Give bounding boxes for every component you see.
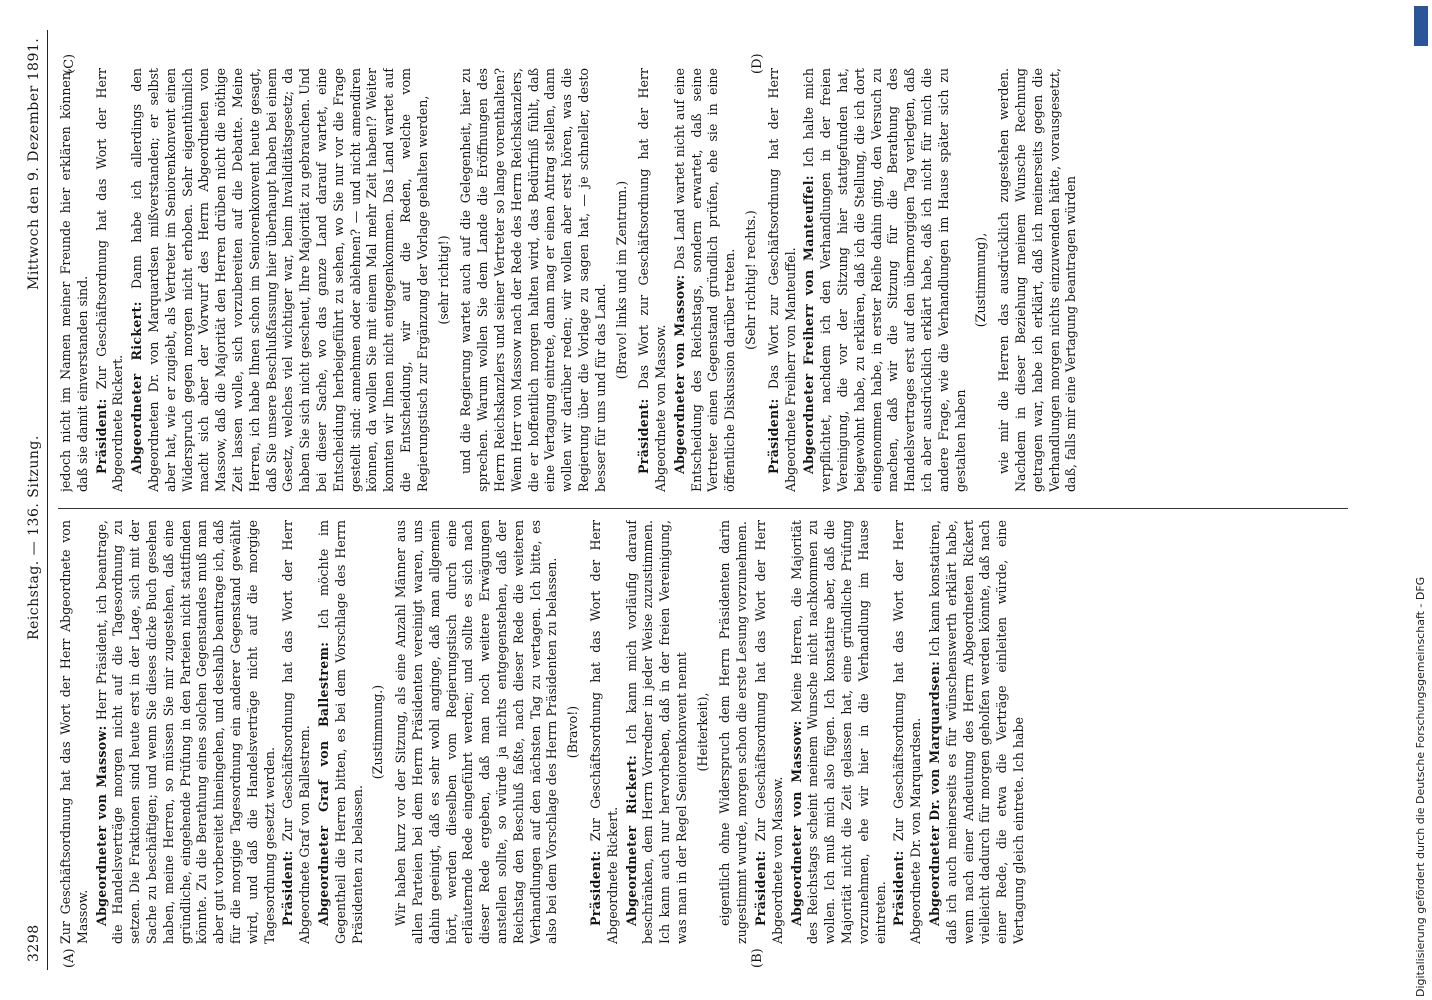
digitization-credit: Digitalisierung gefördert durch die Deutsche Forschungsgemeinschaft - DFG bbox=[1414, 576, 1427, 997]
speaker-name: Präsident: bbox=[587, 850, 603, 926]
page-header bbox=[22, 30, 48, 970]
speech-text: Herr Präsident, ich beantrage, die Handelsverträge morgen nicht auf die Tagesordnung zu setzen. Die Fraktionen sind heute erst in der Lage, sich mit der Sache zu beschäftigen; und wenn Sie dieses dicke Buch gesehen haben, meine Herren, so müssen Sie mir zugestehen, daß eine gründliche, eingehende Prüfung in den Parteien nicht stattfinden könnte. Zu die Berathung eines solchen Gegenstandes muß man aber gut vorbereitet hineingehen, und deshalb beantrage ich, daß für die morgige Tagesordnung ein anderer Gegenstand gewählt wird, und daß die Handelsverträge nicht auf die morgige Tagesordnung gesetzt werden. bbox=[93, 520, 277, 944]
speech-text: Wir haben kurz vor der Sitzung, als eine Anzahl Männer aus allen Parteien bei dem Herrn Präsidenten vereinigt waren, uns dahin geeinigt, daß es sehr wohl anginge, daß man allgemein hört, werden dieselben vom Regierungstisch durch eine erläuternde Rede eingeführt werden; und sollte es sich nach dieser Rede ergeben, daß man noch weitere Erwägungen anstellen sollte, so würde ja nichts entgegenstehen, daß der Reichstag den Beschluß faßte, nach dieser Rede die weiteren Verhandlungen auf den nächsten Tag zu vertagen. Ich bitte, es also bei dem Vorschlage des Herrn Präsidenten zu belassen. bbox=[393, 520, 560, 944]
speaker-name: Abgeordneter Graf von Ballestrem: bbox=[315, 641, 331, 926]
right-column bbox=[58, 68, 1378, 492]
margin-marker-d: (D) bbox=[750, 53, 765, 74]
speech-text: Das Land wartet nicht auf eine Entscheidung des Reichstags, sondern erwartet, daß seine Vertreter einen Gegenstand gründlich prüfen, ehe sie in eine öffentliche Diskussion darüber treten. bbox=[671, 68, 738, 492]
speech-paragraph bbox=[717, 520, 751, 944]
speech-paragraph bbox=[636, 68, 670, 492]
speech-paragraph bbox=[280, 520, 314, 944]
speech-paragraph bbox=[129, 68, 431, 492]
speaker-name: Präsident: bbox=[280, 850, 296, 926]
speaker-name: Abgeordneter von Massow: bbox=[93, 725, 109, 926]
interjection: (Heiterkeit), bbox=[694, 692, 710, 772]
interjection: (Sehr richtig! rechts.) bbox=[743, 210, 759, 350]
speech-paragraph bbox=[94, 68, 128, 492]
speech-paragraph bbox=[58, 520, 92, 944]
speech-paragraph bbox=[753, 520, 787, 944]
speech-text: jedoch nicht im Namen meiner Freunde hier erklären können, daß sie damit einverstanden sind. bbox=[58, 68, 90, 492]
speech-paragraph bbox=[672, 68, 739, 492]
session-date: Mittwoch den 9. Dezember 1891. bbox=[26, 37, 42, 290]
page-number: 3298 bbox=[26, 924, 42, 962]
speech-paragraph bbox=[789, 520, 890, 944]
speech-text: Das Wort zur Geschäftsordnung hat der Herr Abgeordnete von Massow. bbox=[636, 68, 669, 492]
speaker-name: Abgeordneter Rickert: bbox=[623, 754, 639, 926]
speaker-name: Präsident: bbox=[93, 398, 109, 474]
speech-paragraph bbox=[766, 68, 800, 492]
speaker-name: Abgeordneter Rickert: bbox=[129, 301, 145, 474]
speech-paragraph bbox=[393, 520, 561, 944]
interjection: (Bravo!) bbox=[565, 705, 581, 759]
speaker-name: Präsident: bbox=[753, 850, 769, 926]
speaker-name: Präsident: bbox=[891, 850, 907, 926]
speaker-name: Abgeordneter von Massow: bbox=[788, 720, 804, 926]
speech-paragraph bbox=[996, 68, 1080, 492]
speech-text: Meine Herren, die Majorität des Reichstags scheint meinem Wunsche nicht nachkommen zu wollen. Ich muß mich also fügen. Ich konstatire aber, daß die Majorität nicht die Zeit gelassen hat, eine gründliche Prüfung vorzunehmen, ehe wir hier in die Verhandlung im Hause eintreten. bbox=[788, 520, 888, 944]
speech-paragraph bbox=[58, 68, 92, 492]
speech-paragraph bbox=[316, 520, 366, 944]
speech-text: Ich kann mich vorläufig darauf beschränken, dem Herrn Vorredner in jeder Weise zuzustimmen. Ich kann auch nur hervorheben, daß in der freien Vereinigung, was man in der Regel Seniorenkonvent nennt bbox=[623, 520, 689, 944]
speech-text: Dann habe ich allerdings den Abgeordneten Dr. von Marquardsen mißverstanden; er selbst aber hat, wie er zugiebt, als Vertreter im Seniorenkonvent einen Widerspruch gegen morgen nicht erhoben. Sehr eigenthümlich macht sich aber der Vorwurf des Herrn Abgeordneten von Massow, daß die Majorität den Herren drüben nicht die nöthige Zeit lassen wolle, sich vorzubereiten auf die Debatte. Meine Herren, ich habe Ihnen schon im Seniorenkonvent heute gesagt, daß Sie unsere Beschlußfassung hier überhaupt haben bei einem Gesetz, welches viel wichtiger war, beim Invaliditätsgesetz; da haben Sie sich nicht gescheut, Ihre Majorität zu gebrauchen. Und bei dieser Sache, wo das ganze Land darauf wartet, eine Entscheidung herbeigeführt zu sehen, wo Sie nur vor die Frage gestellt sind: annehmen oder ablehnen? — und nicht amendiren können, da wollen Sie mit einem Mal mehr Zeit haben!? Weiter konnten wir Ihnen nicht entgegenkommen. Das Land wartet auf die Entscheidung, wir auf die Reden, welche vom Regierungstisch zur Ergänzung der Vorlage gehalten werden, bbox=[129, 68, 430, 492]
speaker-name: Abgeordneter Freiherr von Manteuffel: bbox=[801, 175, 817, 474]
header-rule bbox=[47, 30, 48, 970]
speech-text: Zur Geschäftsordnung hat das Wort der Herr Abgeordnete von Massow. bbox=[753, 520, 785, 944]
speech-paragraph bbox=[927, 520, 1028, 944]
speech-text: Das Wort zur Geschäftsordnung hat der Herr Abgeordnete Freiherr von Manteuffel. bbox=[765, 68, 798, 492]
rotated-page-content bbox=[22, 30, 1402, 970]
speech-text: Zur Geschäftsordnung hat das Wort der Herr Abgeordnete Graf von Ballestrem. bbox=[280, 520, 313, 944]
speech-paragraph bbox=[94, 520, 279, 944]
interjection: (sehr richtig!) bbox=[435, 235, 451, 325]
running-head: Reichstag. — 136. Sitzung. bbox=[26, 435, 42, 640]
digitization-strip bbox=[1412, 0, 1430, 1000]
interjection: (Zustimmung.) bbox=[370, 684, 386, 780]
speech-text: Zur Geschäftsordnung hat das Wort der Herr Abgeordnete von Massow. bbox=[58, 520, 90, 944]
margin-marker-c: (C) bbox=[62, 53, 77, 74]
speech-text: Zur Geschäftsordnung hat das Wort der Herr Abgeordnete Rickert. bbox=[587, 520, 620, 944]
speech-paragraph bbox=[458, 68, 609, 492]
speech-paragraph bbox=[891, 520, 925, 944]
speaker-name: Abgeordneter Dr. von Marquardsen: bbox=[927, 660, 943, 926]
interjection: (Bravo! links und im Zentrum.) bbox=[613, 180, 629, 380]
speech-paragraph bbox=[801, 68, 969, 492]
interjection: (Zustimmung), bbox=[973, 232, 989, 328]
speaker-name: Abgeordneter von Massow: bbox=[671, 274, 687, 474]
speech-paragraph bbox=[624, 520, 691, 944]
speech-text: und die Regierung wartet auch auf die Gelegenheit, hier zu sprechen. Warum wollen Sie dem Lande die Eröffnungen des Herrn Reichskanzlers und seiner Vertreter so lange vorenthalten? Wenn Herr von Massow nach der Rede des Herrn Reichskanzlers, die er hoffentlich morgen halten wird, das Bedürfniß fühlt, daß eine Vertagung eintrete, dann mag er einen Antrag stellen, dann wollen wir darüber reden; wir wollen aber erst hören, was die Regierung über die Vorlage zu sagen hat, — je schneller, desto besser für uns und für das Land. bbox=[458, 68, 608, 492]
speech-text: wie mir die Herren das ausdrücklich zugestehen werden. Nachdem in dieser Beziehung meinem Wunsche Rechnung getragen war, habe ich erklärt, daß ich meinerseits gegen die Verhandlungen morgen nichts einzuwenden hätte, vorausgesetzt, daß, falls mir eine Vertagung beantragen würden bbox=[996, 68, 1079, 492]
speaker-name: Präsident: bbox=[765, 398, 781, 474]
speech-text: Ich möchte im Gegentheil die Herren bitten, es bei dem Vorschlage des Herrn Präsidenten zu belassen. bbox=[315, 520, 365, 944]
speech-text: Ich kann konstatiren, daß ich auch meinerseits es für wünschenswerth erklärt habe, wenn nach einer Andeutung des Herrn Abgeordneten Rickert vielleicht dadurch für morgen geholfen werden könnte, daß nach einer Rede, die etwa die Verträge einleiten würde, eine Vertagung gleich eintrete. Ich habe bbox=[927, 520, 1027, 944]
speech-text: Zur Geschäftsordnung hat das Wort der Herr Abgeordnete Rickert. bbox=[93, 68, 126, 492]
speech-text: eigentlich ohne Widerspruch dem Herrn Präsidenten darin zugestimmt wurde, morgen schon die erste Lesung vorzunehmen. bbox=[717, 520, 750, 944]
left-column bbox=[58, 520, 1378, 944]
margin-marker-b: (B) bbox=[750, 948, 765, 968]
speech-paragraph bbox=[588, 520, 622, 944]
speaker-name: Präsident: bbox=[636, 398, 652, 474]
speech-text: Ich halte mich verpflichtet, nachdem ich den Verhandlungen in der freien Vereinigung, die vor der Sitzung hier stattgefunden hat, beigewohnt habe, zu erklären, daß ich die Stellung, die ich dort eingenommen habe, in erster Reihe dahin ging, den Versuch zu machen, daß wir die Sitzung für die Berathung des Handelsvertrages erst auf den übermorgigen Tag verlegten, daß ich aber ausdrücklich erklärt habe, daß ich nicht für mich die andere Frage, wie die Verhandlungen im Hause später sich zu gestalten haben bbox=[801, 68, 968, 492]
margin-marker-a: (A) bbox=[62, 948, 77, 968]
speech-text: Zur Geschäftsordnung hat das Wort der Herr Abgeordnete Dr. von Marquardsen. bbox=[891, 520, 924, 944]
column-divider bbox=[58, 508, 1348, 509]
